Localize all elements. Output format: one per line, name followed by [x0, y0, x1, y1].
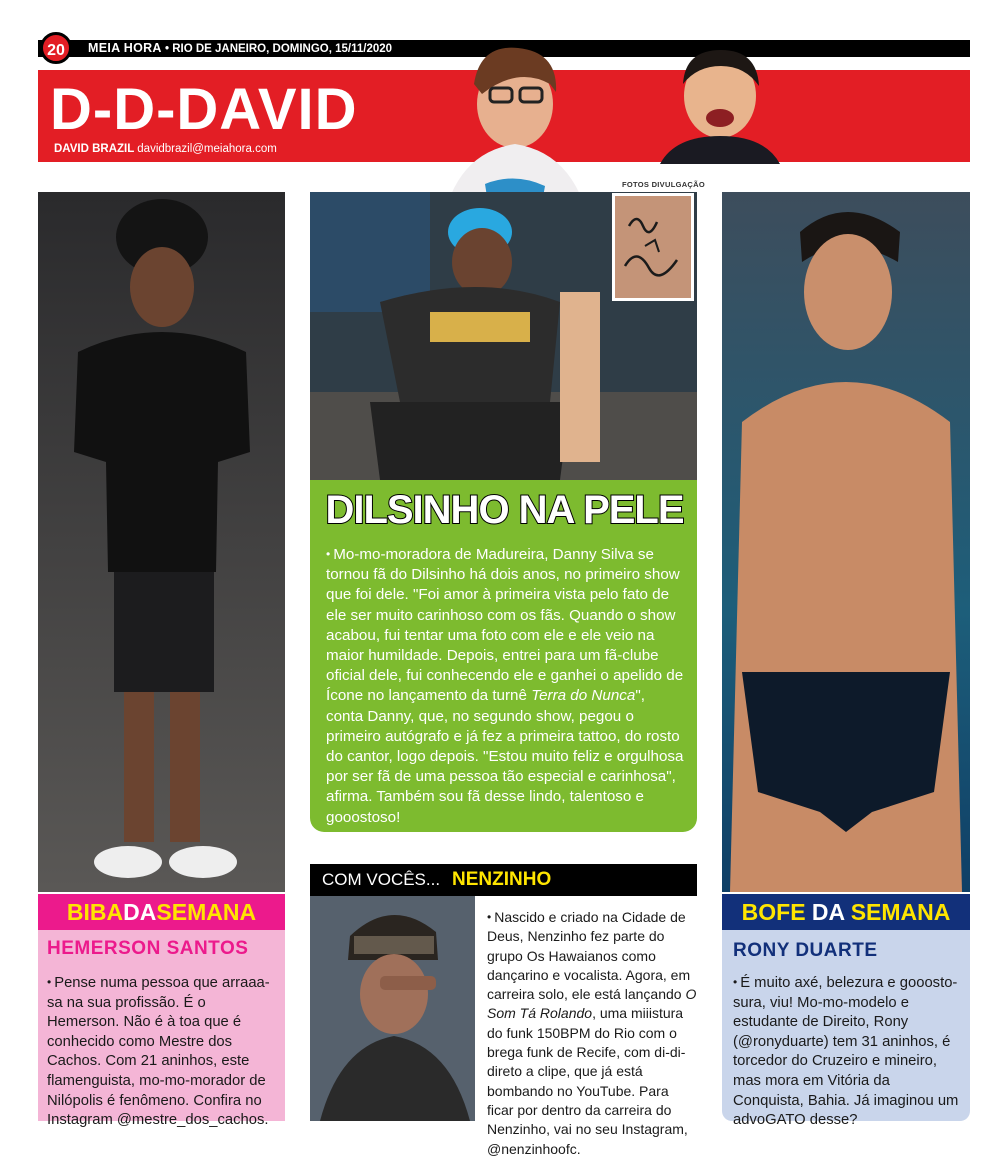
dilsinho-text	[326, 544, 684, 828]
nenzinho-text	[487, 908, 697, 1159]
banner-word-1: BOFE	[741, 899, 806, 925]
biba-text	[47, 973, 277, 1131]
bofe-text	[733, 973, 961, 1131]
nenzinho-text-italic: O Som Tá Rolando	[487, 986, 697, 1022]
column-title: D-D-DAVID	[50, 77, 358, 142]
biba-text-body: Pense numa pessoa que arraaa-sa na sua profissão. É o Hemerson. Não é à toa que é conhecido como Mestre dos Cachos. Com 21 aninhos, este flamenguista, mo-mo-morador de Nilópolis é fenômeno. Confira no Instagram @mestre_dos_cachos.	[47, 975, 270, 1129]
hemerson-photo	[38, 192, 285, 892]
banner-word-3: SEMANA	[156, 899, 257, 925]
nenzinho-header	[310, 864, 697, 896]
dilsinho-headline: DILSINHO NA PELE	[325, 488, 684, 532]
banner-word-1: BIBA	[66, 899, 124, 925]
nenzinho-photo	[310, 896, 475, 1121]
nenzinho-text-part2: , uma miiistura do funk 150BPM do Rio com o brega funk de Recife, com di-di-direto a clipe, que já está bombando no YouTube. Para ficar por dentro da carreira do Nenzinho, vai no seu Instagram, @nenzinhoofc.	[487, 1005, 688, 1157]
author-email: davidbrazil@meiahora.com	[137, 143, 277, 155]
biba-name: HEMERSON SANTOS	[47, 938, 249, 959]
bofe-da-semana-banner	[722, 894, 970, 930]
author-name: DAVID BRAZIL	[54, 143, 135, 155]
nenzinho-text-part1: Nascido e criado na Cidade de Deus, Nenzinho fez parte do grupo Os Hawaianos como dançarino e vocalista. Agora, em carreira solo, ele está lançando	[487, 909, 691, 1003]
banner-word-2: DA	[811, 899, 845, 925]
banner-word-3: SEMANA	[850, 899, 951, 925]
page-number: 20	[40, 32, 72, 64]
dilsinho-text-part1: Mo-mo-moradora de Madureira, Danny Silva se tornou fã do Dilsinho há dois anos, no primeiro show que foi dele. "Foi amor à primeira vista pelo fato de ele ser muito carinhoso com os fãs. Quando o show acabou, fui tentar uma foto com ele e ele veio na maior humildade. Depois, entrei para um fã-clube oficial dele, fui conhecendo ele e ganhei o apelido de Ícone no lançamento da turnê	[326, 546, 684, 705]
dateline: • RIO DE JANEIRO, DOMINGO, 15/11/2020	[164, 43, 393, 55]
bullet-icon: •	[326, 547, 331, 561]
bullet-icon: •	[487, 910, 492, 924]
columnist-portrait	[655, 44, 785, 164]
bofe-name: RONY DUARTE	[733, 940, 878, 961]
publication-name: MEIA HORA	[88, 41, 162, 55]
banner-word-2: DA	[123, 899, 157, 925]
bullet-icon: •	[47, 975, 52, 989]
nenzinho-name: NENZINHO	[452, 869, 552, 890]
biba-da-semana-banner	[38, 894, 285, 930]
bullet-icon: •	[733, 975, 738, 989]
byline	[54, 143, 277, 155]
dilsinho-text-italic: Terra do Nunca	[531, 687, 636, 705]
tattoo-inset-photo	[612, 193, 694, 301]
dateline-line	[88, 40, 392, 58]
rony-photo	[722, 192, 970, 892]
nenzinho-kicker: COM VOCÊS...	[322, 870, 441, 889]
bofe-text-body: É muito axé, belezura e gooosto-sura, viu! Mo-mo-modelo e estudante de Direito, Rony (@ronyduarte) tem 31 aninhos, é torcedor do Cruzeiro e mineiro, mas mora em Vitória da Conquista, Bahia. Já imaginou um advoGATO desse?	[733, 975, 959, 1129]
photo-credit: FOTOS DIVULGAÇÃO	[622, 180, 705, 189]
dilsinho-text-part2: ", conta Danny, que, no segundo show, pegou o primeiro autógrafo e já fez a primeira tattoo, do rosto do cantor, logo depois. "Estou muito feliz e orgulhosa por ser fã de uma pessoa tão especial e carinhosa", afirma. Também sou fã desse lindo, talentoso e gooostoso!	[326, 687, 684, 826]
